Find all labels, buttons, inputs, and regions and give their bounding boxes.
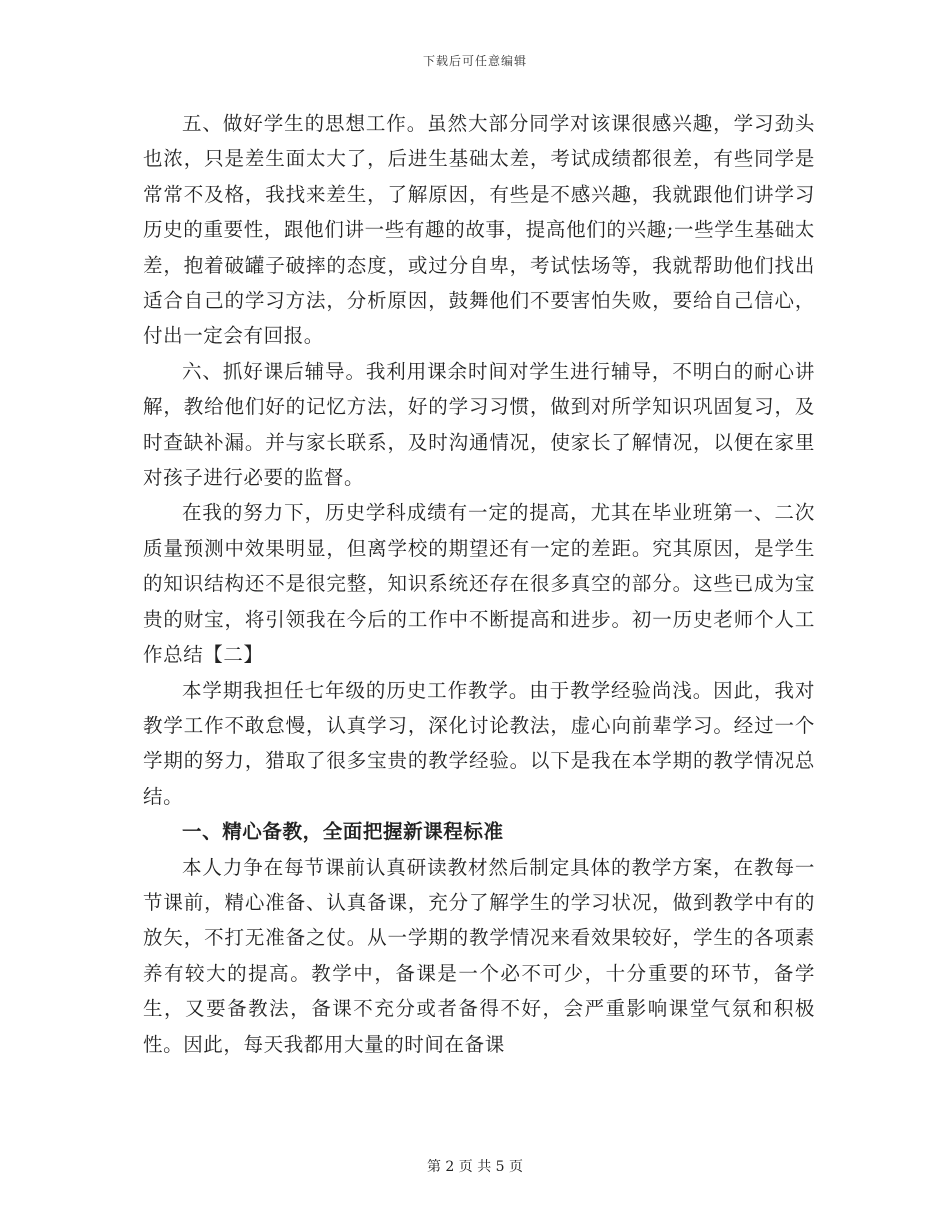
paragraph-lesson-preparation: 本人力争在每节课前认真研读教材然后制定具体的教学方案，在教每一节课前，精心准备、认真备课，充分了解学生的学习状况，做到教学中有的放矢，不打无准备之仗。从一学期的教学情况来看效果较好，学生的各项素养有较大的提高。教学中，备课是一个必不可少，十分重要的环节，备学生，又要备教法，备课不充分或者备得不好，会严重影响课堂气氛和积极性。因此，每天我都用大量的时间在备课: [143, 855, 815, 1056]
section-heading: 一、精心备教，全面把握新课程标准: [182, 820, 504, 844]
paragraph-after-class-tutoring: 六、抓好课后辅导。我利用课余时间对学生进行辅导，不明白的耐心讲解，教给他们好的记忆方法，好的学习习惯，做到对所学知识巩固复习，及时查缺补漏。并与家长联系，及时沟通情况，使家长了解情况，以便在家里对孩子进行必要的监督。: [143, 359, 815, 490]
page-header: 下载后可任意编辑: [422, 54, 527, 68]
paragraph-results-summary: 在我的努力下，历史学科成绩有一定的提高，尤其在毕业班第一、二次质量预测中效果明显，但离学校的期望还有一定的差距。究其原因，是学生的知识结构还不是很完整，知识系统还存在很多真空的部分。这些已成为宝贵的财宝，将引领我在今后的工作中不断提高和进步。初一历史老师个人工作总结【二】: [143, 501, 815, 667]
document-body: [143, 106, 815, 1062]
paragraph-semester-intro: 本学期我担任七年级的历史工作教学。由于教学经验尚浅。因此，我对教学工作不敢怠慢，认真学习，深化讨论教法，虚心向前辈学习。经过一个学期的努力，猎取了很多宝贵的教学经验。以下是我在本学期的教学情况总结。: [143, 678, 815, 808]
page-number-footer: 第 2 页 共 5 页: [426, 1159, 524, 1175]
paragraph-thought-work: 五、做好学生的思想工作。虽然大部分同学对该课很感兴趣，学习劲头也浓，只是差生面太大了，后进生基础太差，考试成绩都很差，有些同学是常常不及格，我找来差生，了解原因，有些是不感兴趣，我就跟他们讲学习历史的重要性，跟他们讲一些有趣的故事，提高他们的兴趣;一些学生基础太差，抱着破罐子破摔的态度，或过分自卑，考试怯场等，我就帮助他们找出适合自己的学习方法，分析原因，鼓舞他们不要害怕失败，要给自己信心，付出一定会有回报。: [143, 112, 815, 348]
